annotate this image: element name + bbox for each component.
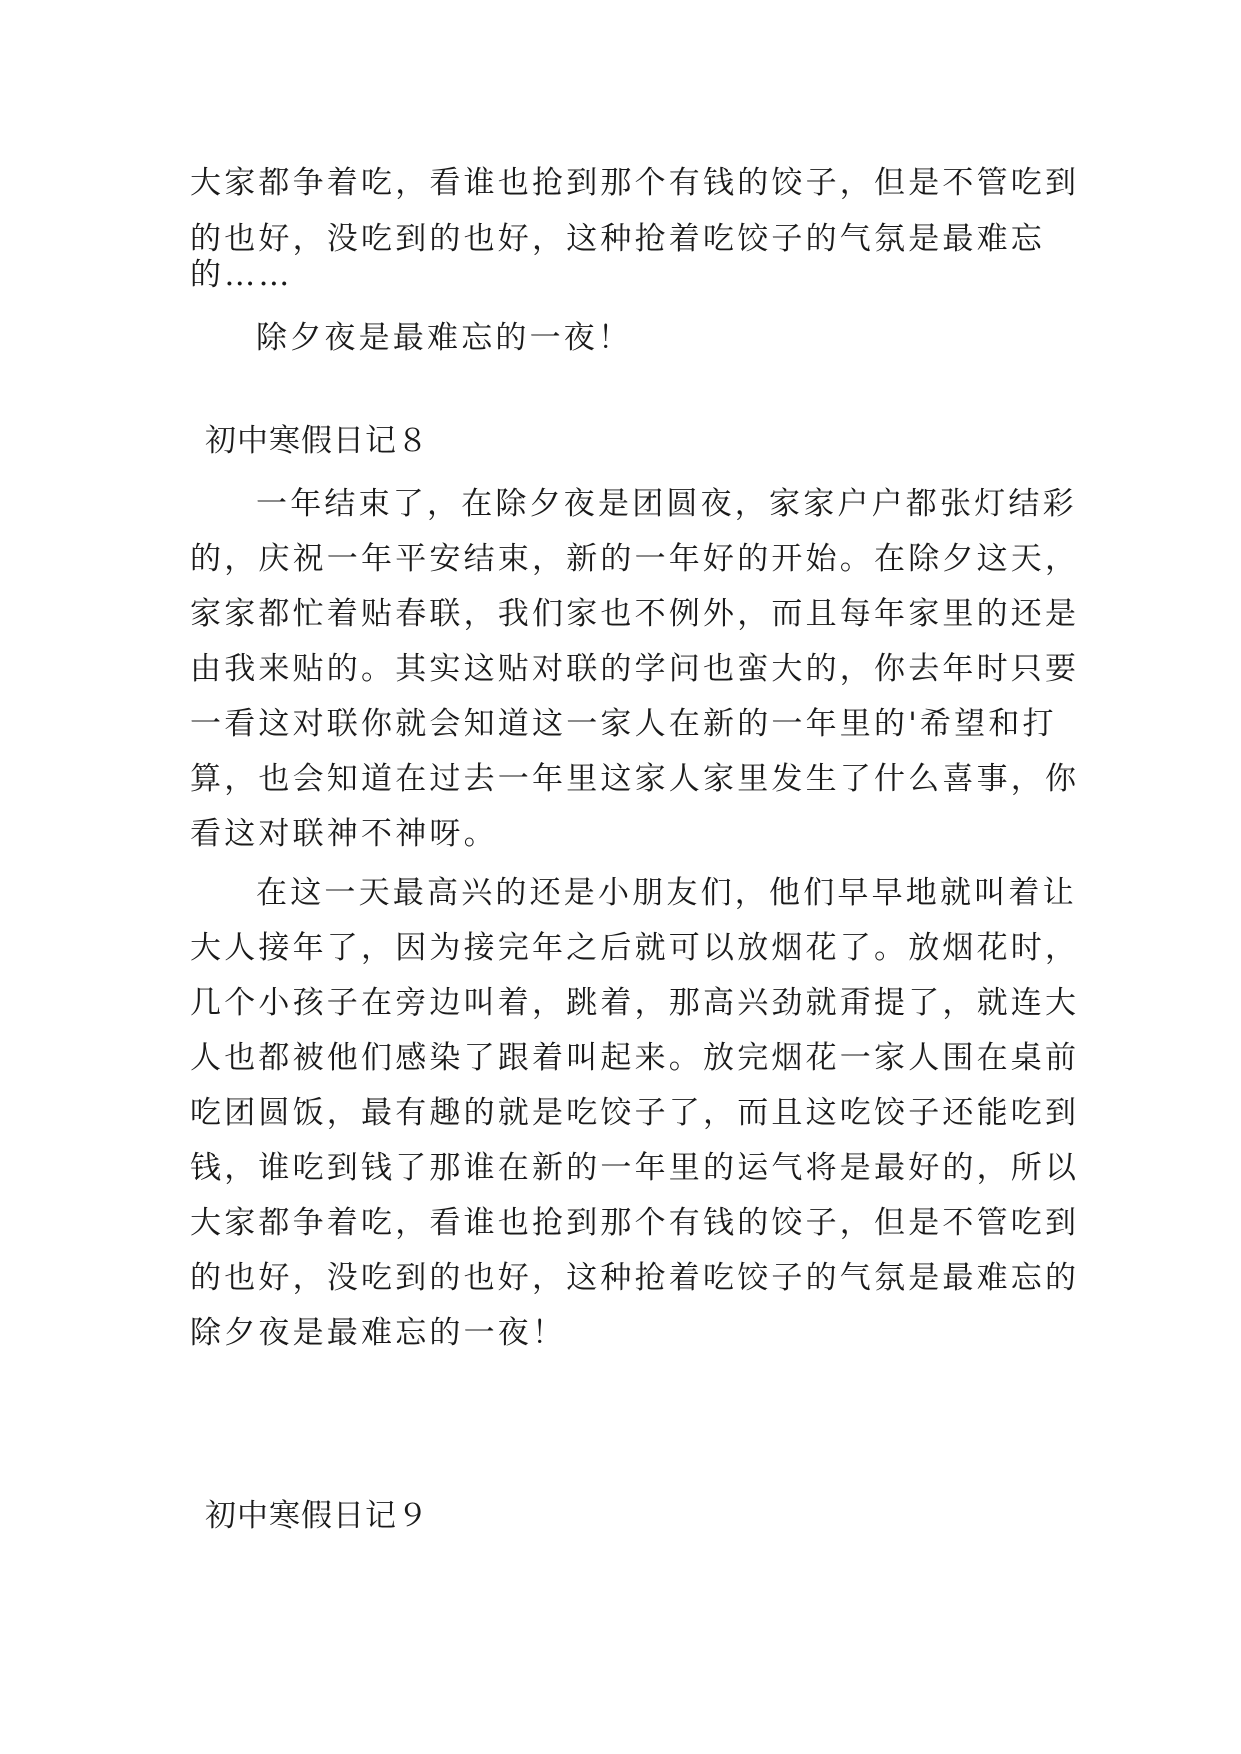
section-title: 初中寒假日记８ — [205, 423, 429, 459]
paragraph-line: 大家都争着吃，看谁也抢到那个有钱的饺子，但是不管吃到 — [190, 165, 1080, 201]
paragraph-line: 一看这对联你就会知道这一家人在新的一年里的'希望和打 — [190, 706, 1057, 742]
paragraph-line: 大家都争着吃，看谁也抢到那个有钱的饺子，但是不管吃到 — [190, 1205, 1080, 1241]
paragraph-line: 算，也会知道在过去一年里这家人家里发生了什么喜事，你 — [190, 761, 1080, 797]
paragraph-line: 除夕夜是最难忘的一夜！ — [256, 320, 633, 356]
paragraph-line: 的也好，没吃到的也好，这种抢着吃饺子的气氛是最难忘 — [190, 221, 1045, 257]
paragraph-line: 一年结束了，在除夕夜是团圆夜，家家户户都张灯结彩 — [256, 486, 1077, 522]
paragraph-line: 的也好，没吃到的也好，这种抢着吃饺子的气氛是最难忘的 — [190, 1260, 1080, 1296]
paragraph-line: 由我来贴的。其实这贴对联的学问也蛮大的，你去年时只要 — [190, 651, 1080, 687]
paragraph-line: 几个小孩子在旁边叫着，跳着，那高兴劲就甭提了，就连大 — [190, 985, 1080, 1021]
paragraph-line: 的，庆祝一年平安结束，新的一年好的开始。在除夕这天， — [190, 541, 1080, 577]
paragraph-line: 钱，谁吃到钱了那谁在新的一年里的运气将是最好的，所以 — [190, 1150, 1080, 1186]
paragraph-line: 在这一天最高兴的还是小朋友们，他们早早地就叫着让 — [256, 875, 1077, 911]
paragraph-line: 大人接年了，因为接完年之后就可以放烟花了。放烟花时， — [190, 930, 1080, 966]
section-title: 初中寒假日记９ — [205, 1498, 429, 1534]
paragraph-line: 除夕夜是最难忘的一夜！ — [190, 1315, 567, 1351]
paragraph-line: 人也都被他们感染了跟着叫起来。放完烟花一家人围在桌前 — [190, 1040, 1080, 1076]
paragraph-line: 吃团圆饭，最有趣的就是吃饺子了，而且这吃饺子还能吃到 — [190, 1095, 1080, 1131]
paragraph-line: 看这对联神不神呀。 — [190, 816, 498, 852]
paragraph-line: 的…… — [190, 257, 293, 293]
paragraph-line: 家家都忙着贴春联，我们家也不例外，而且每年家里的还是 — [190, 596, 1080, 632]
